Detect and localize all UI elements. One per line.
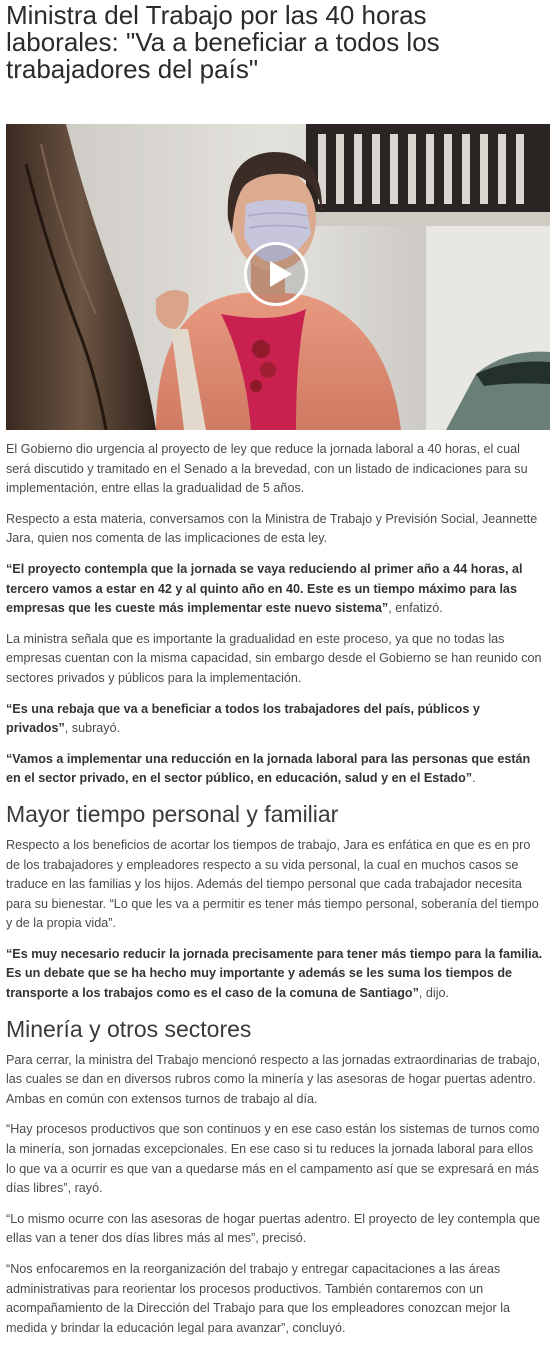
quote-attribution: .: [472, 771, 476, 786]
play-button[interactable]: [244, 242, 308, 306]
quote-paragraph: [6, 560, 544, 619]
quote-text: “Es una rebaja que va a beneficiar a todos los trabajadores del país, públicos y privados”: [6, 701, 480, 736]
quote-paragraph: [6, 945, 544, 1004]
quote-paragraph: [6, 700, 544, 739]
video-player[interactable]: [6, 124, 550, 430]
paragraph: “Nos enfocaremos en la reorganización del trabajo y entregar capacitaciones a las áreas administrativas para reorientar los procesos productivos. También contaremos con un acompañamiento de la Dirección del Trabajo para que los empleadores conozcan mejor la medida y brindar la educación legal para avanzar”, concluyó.: [6, 1262, 511, 1335]
quote-text: “Es muy necesario reducir la jornada precisamente para tener más tiempo para la familia. Es un debate que se ha hecho muy importante y además se les suma los tiempos de transporte a los trabajos como es el caso de la comuna de Santiago”: [6, 946, 543, 1001]
quote-paragraph: [6, 750, 544, 789]
quote-attribution: , dijo.: [418, 986, 450, 1001]
quote-text: “El proyecto contempla que la jornada se vaya reduciendo al primer año a 44 horas, al tercero vamos a estar en 42 y al quinto año en 40. Este es un tiempo máximo para las empresas que les cueste más implementar este nuevo sistema”: [6, 561, 523, 616]
paragraph: “Hay procesos productivos que son continuos y en ese caso están los sistemas de turnos como la minería, son jornadas excepcionales. En ese caso si tu reduces la jornada laboral para ellos lo que va a ocurrir es que van a quedarse más en el campamento así que se expresará en más días libres”, rayó.: [6, 1122, 540, 1196]
quote-attribution: , enfatizó.: [388, 601, 443, 616]
paragraph: “Lo mismo ocurre con las asesoras de hogar puertas adentro. El proyecto de ley contempla que ellas van a tener dos días libres más al mes”, precisó.: [6, 1211, 541, 1246]
section-heading: Minería y otros sectores: [6, 1015, 252, 1042]
paragraph: La ministra señala que es importante la gradualidad en este proceso, ya que no todas las empresas cuentan con la misma capacidad, sin embargo desde el Gobierno se han reunido con sectores privados y públicos para la implementación.: [6, 631, 542, 685]
quote-text: “Vamos a implementar una reducción en la jornada laboral para las personas que están en el sector privado, en el sector público, en educación, salud y en el Estado”: [6, 751, 531, 786]
article-title: Ministra del Trabajo por las 40 horas laborales: "Va a beneficiar a todos los trabajadores del país": [6, 0, 440, 84]
paragraph: El Gobierno dio urgencia al proyecto de ley que reduce la jornada laboral a 40 horas, el cual será discutido y tramitado en el Senado a la brevedad, con un listado de indicaciones para su implementación, entre ellas la gradualidad de 5 años.: [6, 442, 528, 496]
quote-attribution: , subrayó.: [64, 721, 121, 736]
paragraph: Respecto a esta materia, conversamos con la Ministra de Trabajo y Previsión Social, Jeannette Jara, quien nos comenta de las implicaciones de esta ley.: [6, 511, 538, 546]
paragraph: Para cerrar, la ministra del Trabajo mencionó respecto a las jornadas extraordinarias de trabajo, las cuales se dan en diversos rubros como la minería y las asesoras de hogar puertas adentro. Ambas en común con extensos turnos de trabajo al día.: [6, 1052, 541, 1106]
paragraph: Respecto a los beneficios de acortar los tiempos de trabajo, Jara es enfática en que es en pro de los trabajadores y empleadores respecto a su vida personal, la cual en muchos casos se traduce en las familias y los hijos. Además del tiempo personal que cada trabajador necesita para su bienestar. “Lo que les va a permitir es tener más tiempo personal, soberanía del tiempo y de la propia vida”.: [6, 837, 539, 931]
play-icon: [270, 261, 292, 287]
section-heading: Mayor tiempo personal y familiar: [6, 800, 339, 827]
